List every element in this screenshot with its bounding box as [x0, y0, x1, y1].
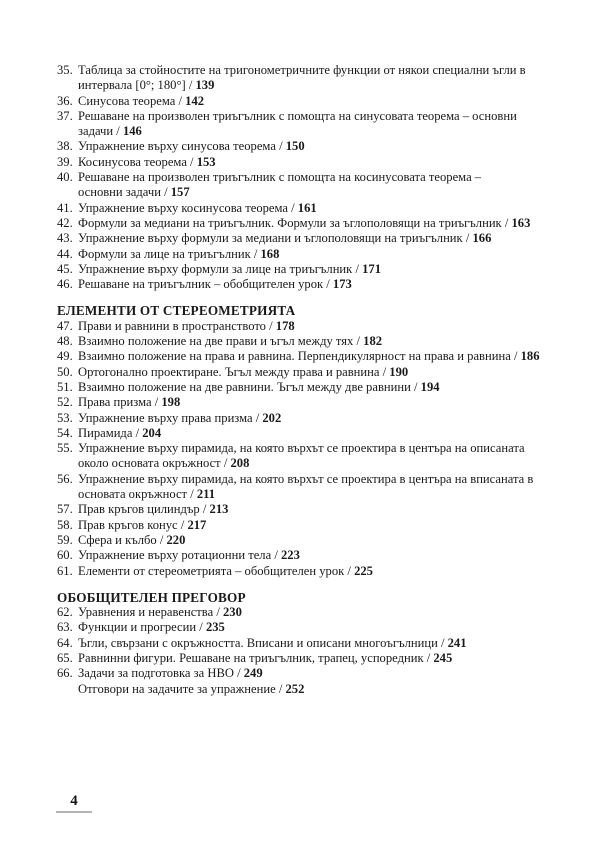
section-heading: ОБОБЩИТЕЛЕН ПРЕГОВОР — [57, 589, 246, 605]
toc-item-number: 57. — [57, 502, 73, 517]
toc-item — [57, 395, 572, 410]
toc-item-text: Прав кръгов цилиндър / 213 — [78, 502, 229, 517]
toc-item-number: 54. — [57, 425, 73, 440]
toc-item-page: 208 — [230, 456, 250, 471]
toc-item-text: Равнинни фигури. Решаване на триъгълник, трапец, успоредник / 245 — [78, 650, 453, 665]
toc-item — [57, 651, 572, 666]
toc-item-page: 241 — [447, 635, 467, 650]
toc-item — [57, 472, 572, 503]
toc-item — [57, 231, 572, 246]
toc-item-page: 235 — [205, 620, 225, 635]
toc-item-number: 35. — [57, 63, 73, 77]
toc-item-text: Решаване на произволен триъгълник с помощта на синусовата теорема – основни задачи / 146 — [78, 108, 517, 139]
toc-item — [57, 201, 572, 216]
toc-item-text: Уравнения и неравенства / 230 — [78, 605, 242, 620]
toc-item-page: 198 — [161, 395, 181, 410]
toc-item — [57, 426, 572, 441]
toc-item — [57, 502, 572, 517]
toc-item — [57, 620, 572, 635]
toc-item — [57, 636, 572, 651]
toc-item-page: 220 — [166, 532, 186, 547]
toc-item-number: 66. — [57, 666, 73, 681]
toc-item — [57, 380, 572, 395]
toc-item-text: Формули за лице на триъгълник / 168 — [78, 246, 280, 261]
table-of-contents — [57, 63, 572, 697]
toc-item-number: 62. — [57, 605, 73, 620]
toc-item-number: 37. — [57, 108, 73, 123]
toc-item-text: Взаимно положение на права и равнина. Перпендикулярност на права и равнина / 186 — [78, 349, 540, 364]
toc-item-text: Решаване на триъгълник – обобщителен урок / 173 — [78, 277, 352, 292]
toc-item-text: Таблица за стойностите на тригонометричните функции от някои специални ъгли в интервала [0°; 180°] / 139 — [78, 63, 526, 93]
toc-item-number: 36. — [57, 93, 73, 108]
toc-item-number: 42. — [57, 215, 73, 230]
toc-item-text: Сфера и кълбо / 220 — [78, 532, 186, 547]
toc-item — [57, 277, 572, 292]
toc-item-number: 53. — [57, 410, 73, 425]
toc-item-number: 49. — [57, 349, 73, 364]
toc-item-number: 41. — [57, 200, 73, 215]
toc-item — [57, 518, 572, 533]
toc-item-number: 55. — [57, 441, 73, 456]
toc-item-page: 202 — [262, 410, 282, 425]
toc-item-page: 182 — [363, 334, 383, 349]
toc-item-text: Решаване на произволен триъгълник с помощта на косинусовата теорема – основни задачи / 157 — [78, 170, 482, 200]
toc-item — [57, 109, 572, 140]
toc-item-page: 230 — [222, 605, 242, 620]
toc-item-page: 150 — [285, 139, 305, 154]
toc-item-page: 173 — [332, 277, 352, 292]
toc-item — [57, 682, 572, 697]
toc-item-text: Елементи от стереометрията – обобщителен урок / 225 — [78, 563, 373, 578]
toc-item — [57, 533, 572, 548]
toc-item-page: 190 — [389, 364, 409, 379]
toc-item — [57, 247, 572, 262]
toc-item-number: 65. — [57, 650, 73, 665]
toc-item-page: 213 — [209, 502, 229, 517]
toc-item-text: Упражнение върху формули за лице на триъгълник / 171 — [78, 261, 381, 276]
toc-item-number: 43. — [57, 231, 73, 246]
toc-item-page: 225 — [354, 563, 373, 578]
toc-item-text: Задачи за подготовка за НВО / 249 — [78, 666, 263, 681]
toc-item-number: 56. — [57, 471, 73, 486]
toc-item-text: Упражнение върху пирамида, на която върхът се проектира в центъра на описаната около основата окръжност / 208 — [78, 441, 525, 471]
toc-item-number: 38. — [57, 139, 73, 154]
toc-item-text: Упражнение върху права призма / 202 — [78, 410, 282, 425]
toc-item-page: 211 — [196, 487, 216, 502]
toc-item-page: 161 — [297, 200, 317, 215]
section-heading: ЕЛЕМЕНТИ ОТ СТЕРЕОМЕТРИЯТА — [57, 303, 296, 319]
toc-item-page: 194 — [420, 379, 440, 394]
toc-item — [57, 548, 572, 563]
toc-item-page: 157 — [170, 185, 190, 200]
toc-item — [57, 170, 572, 201]
toc-item-text: Ортогонално проектиране. Ъгъл между права и равнина / 190 — [78, 364, 409, 379]
toc-item — [57, 349, 572, 364]
toc-item-page: 139 — [195, 78, 215, 93]
toc-item-text: Взаимно положение на две равнини. Ъгъл между две равнини / 194 — [78, 379, 440, 394]
toc-item-number: 64. — [57, 635, 73, 650]
toc-item-page: 168 — [260, 246, 280, 261]
toc-item — [57, 262, 572, 277]
toc-item — [57, 441, 572, 472]
toc-item — [57, 365, 572, 380]
toc-item — [57, 319, 572, 334]
toc-item-page: 249 — [243, 666, 263, 681]
toc-item-page: 166 — [472, 231, 492, 246]
toc-item-page: 171 — [362, 261, 381, 276]
toc-item-number: 63. — [57, 620, 73, 635]
toc-item-text: Взаимно положение на две прави и ъгъл между тях / 182 — [78, 334, 383, 349]
toc-item-text: Упражнение върху ротационни тела / 223 — [78, 548, 300, 563]
toc-item — [57, 94, 572, 109]
toc-item-page: 153 — [196, 154, 216, 169]
toc-item — [57, 411, 572, 426]
toc-item — [57, 155, 572, 170]
toc-item-page: 204 — [142, 425, 162, 440]
toc-item-text: Пирамида / 204 — [78, 425, 162, 440]
toc-item-text: Прави и равнини в пространството / 178 — [78, 318, 295, 333]
toc-item-page: 223 — [280, 548, 300, 563]
toc-item-number: 60. — [57, 548, 73, 563]
toc-item — [57, 139, 572, 154]
toc-item-text: Косинусова теорема / 153 — [78, 154, 216, 169]
toc-item-page: 217 — [187, 517, 207, 532]
toc-item-number: 40. — [57, 170, 73, 185]
toc-item-number: 46. — [57, 277, 73, 292]
toc-item — [57, 564, 572, 579]
toc-item-number: 58. — [57, 517, 73, 532]
toc-item-number: 39. — [57, 154, 73, 169]
toc-item-number: 59. — [57, 532, 73, 547]
footer-page-number: 4 — [70, 793, 78, 809]
toc-item-number: 47. — [57, 318, 73, 333]
toc-item-page: 252 — [285, 681, 305, 696]
toc-item-page: 178 — [275, 318, 295, 333]
toc-item-number: 61. — [57, 563, 73, 578]
toc-item-text: Ъгли, свързани с окръжността. Вписани и описани многоъгълници / 241 — [78, 635, 467, 650]
page-footer — [56, 792, 92, 813]
toc-item-text: Прав кръгов конус / 217 — [78, 517, 207, 532]
toc-item-number: 45. — [57, 261, 73, 276]
toc-item-number: 51. — [57, 379, 73, 394]
toc-item — [57, 334, 572, 349]
toc-item-number: 50. — [57, 364, 73, 379]
toc-item-number: 48. — [57, 334, 73, 349]
toc-item-text: Упражнение върху пирамида, на която върхът се проектира в центъра на вписаната в основата окръжност / 211 — [78, 471, 534, 502]
toc-item-text: Синусова теорема / 142 — [78, 93, 205, 108]
toc-item-page: 186 — [520, 349, 540, 364]
toc-item-page: 163 — [511, 215, 531, 230]
toc-item-text: Упражнение върху формули за медиани и ъглополовящи на триъгълник / 166 — [78, 231, 492, 246]
toc-item-text: Функции и прогресии / 235 — [78, 620, 225, 635]
toc-item-page: 142 — [185, 93, 205, 108]
toc-item-page: 245 — [433, 650, 453, 665]
toc-item-text: Отговори на задачите за упражнение / 252 — [78, 681, 305, 696]
toc-item — [57, 605, 572, 620]
toc-item-text: Формули за медиани на триъгълник. Формули за ъглополовящи на триъгълник / 163 — [78, 215, 531, 230]
toc-item-text: Упражнение върху косинусова теорема / 161 — [78, 200, 317, 215]
toc-item — [57, 216, 572, 231]
toc-item-number: 52. — [57, 395, 73, 410]
toc-item-page: 146 — [122, 124, 142, 139]
toc-item — [57, 63, 572, 94]
toc-item-text: Права призма / 198 — [78, 395, 181, 410]
toc-item — [57, 666, 572, 681]
toc-item-text: Упражнение върху синусова теорема / 150 — [78, 139, 305, 154]
toc-item-number: 44. — [57, 246, 73, 261]
